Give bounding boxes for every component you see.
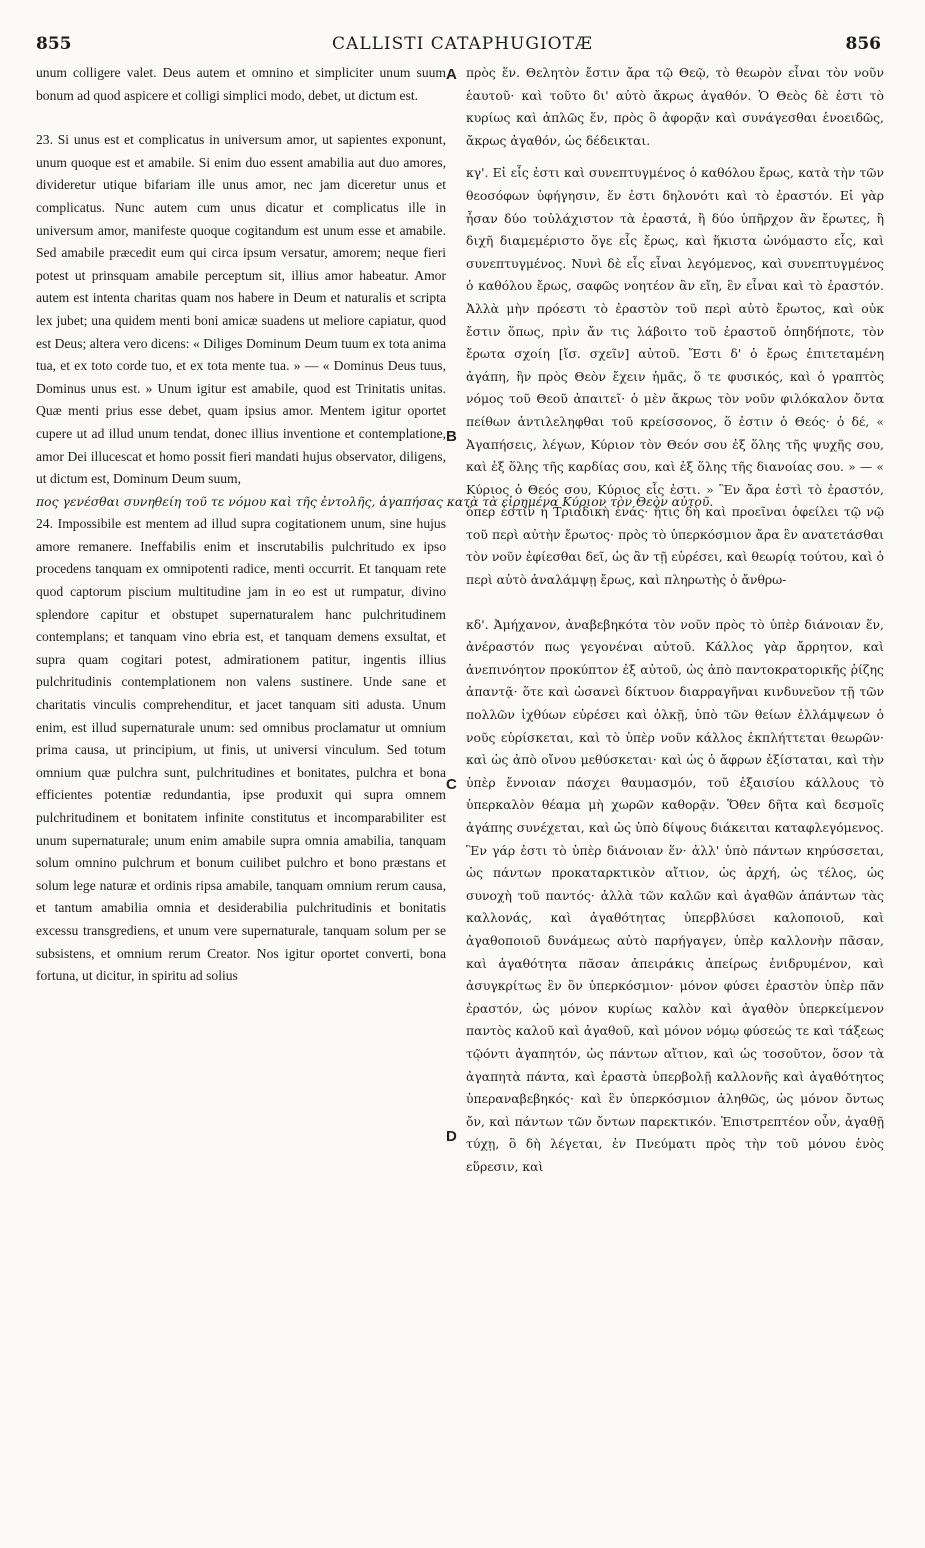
- page-number-right: 856: [845, 34, 881, 54]
- greek-continuation-line: πος γενέσθαι συνηθείη τοῦ τε νόμου καὶ τῆς ἐντολῆς, ἀγαπήσας κατὰ τὰ εἰρημένα Κύριον τὸν Θεὸν αὐτοῦ.: [36, 493, 714, 509]
- greek-intro-paragraph: πρὸς ἕν. Θελητὸν ἔστιν ἄρα τῷ Θεῷ, τὸ θεωρὸν εἶναι τὸν νοῦν ἑαυτοῦ· καὶ τοῦτο δι' αὐτὸ ἄκρως ἀγαθόν. Ὁ Θεὸς δὲ ἐστι τὸ κυρίως καὶ ἁπλῶς ἕν, πρὸς ὃ ἀφορᾷν καὶ συνάγεσθαι ἑνοειδῶς, ἄκρως ἀγαθόν, ὡς δέδεικται.: [466, 65, 884, 148]
- page-number-left: 855: [36, 34, 72, 54]
- section-marker-d: D: [446, 1128, 457, 1145]
- spacer: [466, 152, 884, 162]
- section-marker-b: B: [446, 428, 457, 445]
- spacer: [36, 107, 446, 129]
- latin-paragraph-24: 24. Impossibile est mentem ad illud supra cogitationem unum, sine hujus amore remanere. Ineffabilis enim et inscrutabilis pulchritudo ex ipso procedens tanquam ex omnipotenti radice, menti occurrit. Et tanquam rete quod captorum piscium multitudine jam in eo est ut rumpatur, divino splendore capitur et obstupet supernaturalem hanc pulchritudinem contemplans; et tanquam vino ebria est, et tanquam demens exsultat, et supra quam cogitari potest, admirationem patitur, ingentis illius pulchritudinis contemplationem non valens sustinere. Unde sane et charitatis vinculis comprehenditur, et jacet tanquam siti adusta. Unum enim, est illud supernaturale unum: sed omnibus proclamatur ut omnium prima causa, ut principium, ut finis, ut universi vinculum. Sed totum omnium quæ pulchra sunt, pulchritudines et bonitates, pulchra et bona efficientes potentiæ redundantia, ipse produxit qui supra omnem pulchritudinem et bonitatem infinite constitutus et incomparabiliter est unum supernaturale; unum enim amabile supra omnia amabilia, tanquam solum omnino pulchrum et bonum cuilibet pulchro et bono præstans et solum lege naturæ et ordinis ripsa amabile, tanquam omnium rerum causa, et tantum amabilia omnia et desiderabilia pulchritudinis et bonitatis excessu transgrediens, et unum vere supernaturale, tanquam solum per se subsistens, et omnium rerum Creator. Nos igitur oportet converti, bona fortuna, ut dicitur, in spiritu ad solius: [36, 516, 446, 984]
- running-title: CALLISTI CATAPHUGIOTÆ: [332, 34, 593, 54]
- latin-intro-paragraph: unum colligere valet. Deus autem et omnino et simpliciter unum suum bonum ad quod aspicere et colligi simplici modo, debet, ut dictum est.: [36, 65, 446, 103]
- greek-paragraph-23: κγ'. Εἰ εἷς ἐστι καὶ συνεπτυγμένος ὁ καθόλου ἔρως, κατὰ τὴν τῶν θεοσόφων ὑφήγησιν, ἕν ἐστι δηλονότι καὶ τὸ ἐραστόν. Εἰ γὰρ ἦσαν δύο τοὐλάχιστον τὰ ἐραστά, ἢ δύο ὑπῆρχον ἂν ἔρωτες, ἢ διχῆ διαμεμέριστο ὅγε εἷς ἔρως, καὶ ἥκιστα ὠνόμαστο εἷς, καὶ συνεπτυγμένος. Νυνὶ δὲ εἷς εἶναι λεγόμενος, καὶ συνεπτυγμένος ὁ καθόλου ἔρως, σαφῶς νοητέον ἂν εἴη, ἓν εἶναι καὶ τὸ ἐραστόν. Ἀλλὰ μὴν πρόεστι τὸ ἐραστὸν τοῦ περὶ αὐτὸ ἔρωτος, καὶ οὐκ ἔστιν ὅπως, πρὶν ἄν τις λάβοιτο τοῦ ἐραστοῦ ὁπηδήποτε, τὸν ἔρωτα σχοίη [ἴσ. σχεῖν] αὐτοῦ. Ἔστι δ' ὁ ἔρως ἐπιτεταμένη ἀγάπη, ἣν πρὸς Θεὸν ἔχειν ἡμᾶς, ὅ τε φυσικός, καὶ ὁ γραπτὸς νόμος τοῦ Θεοῦ ἀπαιτεῖ· ὁ μὲν ἄκρως τὸν νοῦν φιλόκαλον ὄντα πείθων ἀντιλεληφθαι τοῦ κρείσσονος, ὅ ἐστιν ὁ Θεός· ὁ δέ, « Ἀγαπήσεις, λέγων, Κύριον τὸν Θεόν σου ἐξ ὅλης τῆς ψυχῆς σου, καὶ ἐξ ὅλης τῆς καρδίας σου, καὶ ἐξ ὅλης τῆς διανοίας σου. » — « Κύριος ὁ Θεός σου, Κύριος εἷς ἐστι. » Ἓν ἄρα ἐστὶ τὸ ἐραστόν, ὅπερ ἐστὶν ἡ Τριαδικὴ ἑνάς· ἥτις δὴ καὶ προεῖναι ὀφείλει τῷ νῷ τοῦ περὶ αὐτὴν ἔρωτος· πρὸς τὸ ὑπερκόσμιον ἄρα ἓν ανατετάσθαι τὸν νοῦν ἐφίεσθαι δεῖ, ὡς ἂν τῇ εὑρέσει, καὶ θεωρίᾳ τούτου, καὶ ὁ περὶ αὐτὸ ἀναλάμψῃ ἔρως, καὶ πληρωτὴς ὁ ἄνθρω-: [466, 165, 884, 588]
- greek-paragraph-24: κδ'. Ἀμήχανον, ἀναβεβηκότα τὸν νοῦν πρὸς τὸ ὑπὲρ διάνοιαν ἕν, ἀνέραστόν πως γεγονέναι αὐτοῦ. Κάλλος γὰρ ἄρρητον, καὶ ἀνεπινόητον προκύπτον ἐξ αὐτοῦ, ὡς ἀπὸ παντοκρατορικῆς ῥίζης ἀπαντᾷ· ὅτε καὶ ὡσανεὶ δίκτυον διαρραγῆναι κινδυνεῦον τῇ τῶν πολλῶν ἰχθύων εὑρέσει καὶ ὁλκῇ, ὑπὸ τῶν θείων ἐλλάμψεων ὁ νοῦς εὑρίσκεται, καὶ τὸ ὑπὲρ νοῦν κάλλος ἐκπλήττεται θεωρῶν· καὶ ὡς ἀπὸ οἴνου μεθύσκεται· καὶ ὡς ὁ ἄφρων ἐξίσταται, καὶ τὴν ὑπὲρ ἔννοιαν πάσχει θαυμασμόν, τοῦ ἐξαισίου κάλλους τὸ ὑπερκαλὸν θέαμα μὴ χωρῶν καθορᾷν. Ὅθεν δῆτα καὶ δεσμοῖς ἀγάπης συνέχεται, καὶ ὡς ὑπὸ δίψους διάκειται καταφλεγόμενος. Ἓν γάρ ἐστι τὸ ὑπὲρ διάνοιαν ἕν· ἀλλ' ὑπὸ πάντων κηρύσσεται, ὡς πάντων προκαταρκτικὸν αἴτιον, ὡς ἀρχή, ὡς τέλος, ὡς συνοχὴ τοῦ παντός· ἀλλὰ τῶν καλῶν καὶ ἀγαθῶν ἁπάντων τὰς καλλονάς, καὶ ἀγαθότητας ὑπερβλύσει καλοποιοῦ, καὶ ἀγαθοποιοῦ δυνάμεως αὐτὸ παρήγαγεν, ὑπὲρ καλλονὴν πᾶσαν, καὶ ἀγαθότητα πᾶσαν ἀπειράκις ἀπείρως ἐνιδρυμένον, καὶ ἀσυγκρίτως ἓν ὂν ὑπερκόσμιον· μόνον φύσει ἐραστὸν ὑπὲρ πᾶν ἐραστόν, ὡς μόνον κυρίως καλὸν καὶ ἀγαθὸν ὑπερκείμενον παντὸς καλοῦ καὶ ἀγαθοῦ, καὶ μόνον νόμῳ φύσεώς τε καὶ τάξεως τῷόντι ἀγαπητόν, ὡς πάντων αἴτιον, καὶ ὡς τοσοῦτον, ὅσον τὰ ἀγαπητὰ πάντα, καὶ ἐραστὰ ὑπερβολῇ καλλονῆς καὶ ἀγαθότητος ὑπεραναβεβηκός· καὶ ἓν ὑπερκόσμιον ἀληθῶς, ὡς μόνον ὄντως ὄν, καὶ πάντων τῶν ὄντων παρεκτικόν. Ἐπιστρεπτέον οὖν, ἀγαθῇ τύχῃ, ὃ δὴ λέγεται, ἐν Πνεύματι πρὸς τὴν τοῦ μόνου ἑνὸς εὕρεσιν, καὶ: [466, 616, 884, 1174]
- greek-column: [466, 62, 884, 1179]
- running-header: [0, 34, 925, 64]
- latin-paragraph-23: 23. Si unus est et complicatus in universum amor, ut sapientes exponunt, unum quoque est et amabile. Si enim duo essent amabilia aut duo amores, divideretur utique bifariam ille unus amor, nec jam diceretur unus et complicatus. Nunc autem cum unus dicatur et complicatus ille in universum amor, manifeste quoque cogitandum est unum esse et amabile. Sed amabile præcedit eum qui circa ipsum versatur, amorem; neque fieri potest ut prinsquam amabile perceptum sit, illius amor habeatur. Amor autem est intenta charitas quam nos habere in Deum et naturalis et scripta lex jubet; una quidem menti boni amicæ suadens ut meliore capiatur, quod est Deus; altera vero dicens: « Diliges Dominum Deum tuum ex tota anima tua, et ex toto corde tuo, et ex tota mente tua. » — « Dominus Deus tuus, Dominus unus est. » Unum igitur est amabile, quod est Trinitatis unitas. Quæ menti prius esse debet, quam ipsius amor. Mentem igitur oportet cupere ut ad illud unum tendat, donec illius inventione et contemplatione, amor Dei illucescat et homo possit fieri mandati hujus observator, diligens, ut dictum est, Dominum Deum suum,: [36, 132, 446, 487]
- section-marker-a: A: [446, 66, 457, 83]
- spacer: [466, 592, 884, 614]
- section-marker-c: C: [446, 776, 457, 793]
